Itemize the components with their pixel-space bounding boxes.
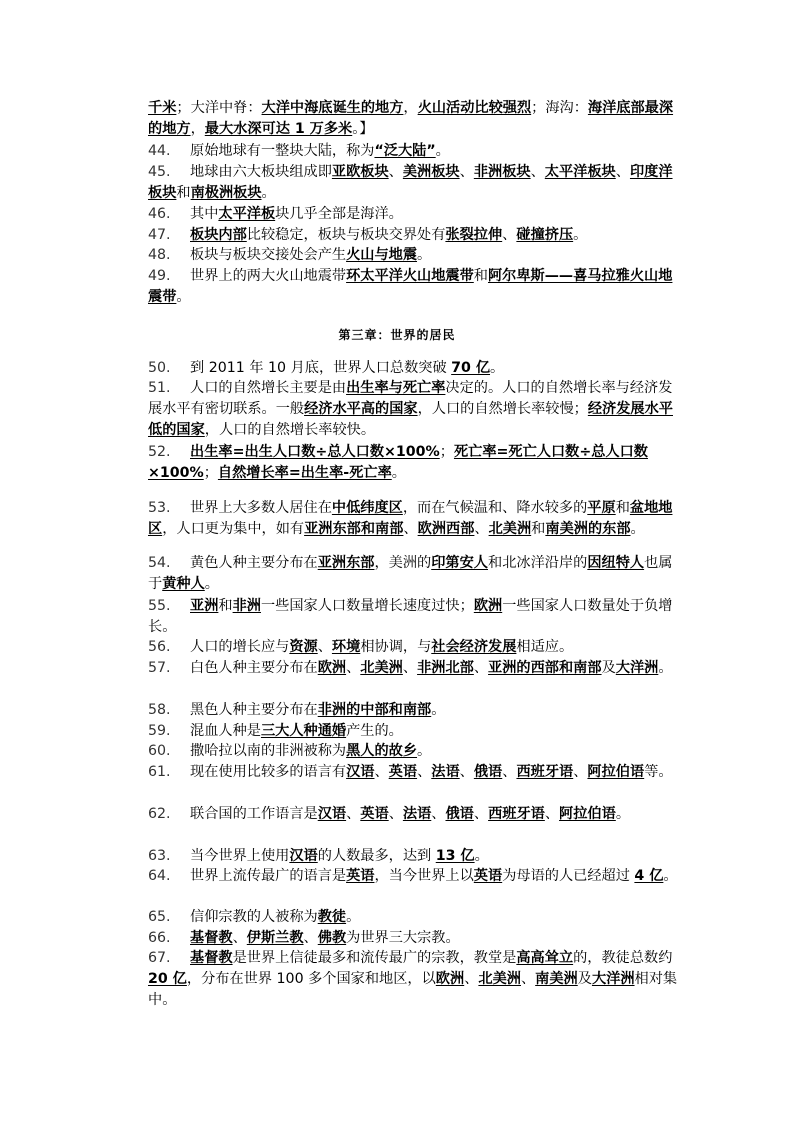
item-number: 59.	[148, 723, 171, 739]
text-run: 和	[218, 598, 233, 614]
key-term: 亚洲东部	[317, 555, 375, 571]
key-term: 大洋洲	[591, 970, 635, 987]
text-run: 、	[573, 764, 588, 780]
key-term: 印第安人	[431, 555, 488, 571]
text-run: 。	[346, 909, 361, 925]
text-run: 。	[176, 288, 191, 305]
list-item	[148, 245, 678, 266]
list-item	[148, 442, 678, 484]
list-item	[148, 358, 678, 379]
text-run: 块几乎全部是海洋。	[275, 206, 403, 222]
text-run: 和	[176, 184, 191, 201]
key-term: 资源	[289, 639, 318, 655]
key-term: 阿拉伯语	[559, 806, 616, 822]
list-item	[148, 658, 678, 679]
text-run: 、	[502, 764, 517, 780]
text-run: 、	[317, 639, 332, 655]
text-run: ，人口的自然增长率较慢；	[417, 400, 588, 417]
text-run: ，人口更为集中，如有	[162, 520, 305, 537]
key-term: 70 亿	[451, 360, 491, 376]
text-run: 板块与板块交接处会产生	[190, 247, 347, 263]
text-run: 。	[615, 806, 631, 822]
text-run: 。	[417, 743, 432, 759]
list-item	[148, 204, 678, 225]
list-item	[148, 637, 678, 658]
key-term: 高高耸立	[516, 950, 574, 966]
key-term: 南美洲	[535, 970, 578, 987]
text-run: ，人口的自然增长率较快。	[204, 421, 376, 438]
text-run: ；大洋中脊：	[176, 100, 262, 116]
text-run: 及	[601, 660, 616, 676]
key-term: 亚洲东部和南部	[304, 520, 404, 537]
item-number: 57.	[148, 660, 171, 676]
text-run: ；海沟：	[531, 100, 588, 116]
item-number: 63.	[148, 848, 171, 864]
text-run: 一些国家人口数量处于负增长。	[148, 598, 673, 635]
list-item	[148, 498, 678, 540]
key-term: 欧洲	[317, 660, 347, 676]
text-run: 、	[303, 930, 318, 946]
text-run: 、	[464, 970, 479, 987]
key-term: 碰撞挤压	[516, 227, 574, 243]
text-run: 和	[473, 268, 488, 284]
item-number: 66.	[148, 930, 171, 946]
text-run: 。	[417, 247, 432, 263]
text-run: 和	[531, 520, 546, 537]
text-run: 、	[502, 227, 517, 243]
text-run: 、	[402, 660, 418, 676]
list-item	[148, 700, 678, 721]
text-run: 、	[459, 164, 474, 180]
item-number: 51.	[148, 380, 171, 396]
text-run: 。	[630, 520, 645, 537]
text-run: 相协调，与	[360, 639, 432, 655]
text-run: 混血人种是	[190, 723, 261, 739]
item-number: 49.	[148, 268, 171, 284]
chapter-heading: 第三章：世界的居民	[338, 328, 456, 342]
text-run: 和	[615, 500, 630, 516]
text-run: 。】	[352, 120, 374, 137]
text-run: 、	[417, 764, 432, 780]
list-item	[148, 553, 678, 595]
text-run: 相适应。	[516, 639, 574, 655]
key-term: 欧洲西部	[417, 520, 475, 537]
key-term: 南极洲板块	[190, 184, 262, 201]
text-run: 为母语的人已经超过	[502, 868, 635, 884]
list-item	[148, 141, 678, 162]
list-item	[148, 596, 678, 638]
text-run: 黑色人种主要分布在	[190, 702, 318, 718]
item-number: 61.	[148, 764, 171, 780]
key-term: 三大人种通婚	[260, 723, 347, 739]
key-term: 张裂拉伸	[445, 227, 503, 243]
key-term: 汉语	[289, 848, 318, 864]
key-term: 自然增长率=出生率-死亡率	[217, 464, 392, 481]
item-number: 46.	[148, 206, 171, 222]
key-term: 法语	[402, 806, 432, 822]
text-run: 世界上流传最广的语言是	[190, 868, 347, 884]
text-run: 及	[577, 970, 592, 987]
key-term: 大洋中海底诞生的地方	[261, 100, 404, 116]
text-run: 、	[388, 164, 403, 180]
text-run: 撒哈拉以南的非洲被称为	[190, 743, 347, 759]
text-run: ，当今世界上以	[374, 868, 474, 884]
text-run: 白色人种主要分布在	[190, 660, 318, 676]
text-run: 黄色人种主要分布在	[190, 555, 318, 571]
key-term: 13 亿	[435, 848, 475, 864]
key-term: 汉语	[317, 806, 347, 822]
text-run: 。	[658, 660, 673, 676]
key-term: 亚洲	[190, 598, 219, 614]
text-run: 世界上大多数人居住在	[190, 500, 332, 516]
text-run: ；	[439, 444, 454, 460]
text-run: 一些国家人口数量增长速度过快；	[260, 598, 474, 614]
key-term: 亚洲的西部和南部	[488, 660, 602, 676]
key-term: 亚欧板块	[331, 164, 389, 180]
text-run: 。	[391, 464, 406, 481]
text-run: 地球由六大板块组成即	[190, 164, 332, 180]
key-term: 阿尔卑斯——喜马拉雅火山地震带	[148, 268, 673, 305]
key-term: 汉语	[346, 764, 375, 780]
text-run: 。	[261, 184, 276, 201]
key-term: 盆地地区	[148, 500, 673, 537]
text-run: 。	[435, 143, 450, 159]
key-term: 印度洋板块	[148, 164, 673, 201]
text-run: 当今世界上使用	[190, 848, 290, 864]
key-term: 黄种人	[162, 575, 205, 592]
text-run: ；	[203, 464, 218, 481]
key-term: 北美洲	[488, 520, 532, 537]
key-term: “泛大陆”	[374, 143, 436, 159]
key-term: 环境	[331, 639, 361, 655]
text-run: 是世界上信徒最多和流传最广的宗教，教堂是	[232, 950, 517, 966]
key-term: 基督教	[190, 930, 233, 946]
key-term: 西班牙语	[516, 764, 574, 780]
text-run: 、	[459, 764, 474, 780]
text-run: ，	[403, 100, 418, 116]
text-run: 、	[474, 520, 489, 537]
text-run: ，而在气候温和、降水较多的	[402, 500, 588, 516]
text-run: 、	[232, 930, 247, 946]
text-run: 、	[473, 806, 489, 822]
text-run: 。	[573, 227, 588, 243]
text-run: 也属于	[148, 555, 673, 592]
item-number: 60.	[148, 743, 171, 759]
key-term: 出生率=出生人口数÷总人口数×100%	[190, 444, 440, 460]
key-term: 法语	[431, 764, 460, 780]
key-term: 太平洋板	[218, 206, 276, 222]
key-term: 非洲的中部和南部	[317, 702, 432, 718]
key-term: 出生率与死亡率	[346, 380, 446, 396]
item-number: 54.	[148, 555, 171, 571]
key-term: 海洋底部最深的地方	[148, 100, 674, 137]
intro-paragraph	[148, 98, 678, 140]
key-term: 黑人的故乡	[346, 743, 418, 759]
key-term: 俄语	[473, 764, 503, 780]
text-run: 的，教徒总数约	[573, 950, 673, 966]
list-item	[148, 907, 678, 928]
key-term: 南美洲的东部	[545, 520, 631, 537]
list-item	[148, 162, 678, 204]
text-run: 、	[473, 660, 489, 676]
text-run: 。	[431, 702, 446, 718]
text-run: 、	[615, 164, 630, 180]
item-number: 56.	[148, 639, 171, 655]
text-run: 其中	[190, 206, 219, 222]
item-number: 50.	[148, 360, 171, 376]
list-item	[148, 846, 678, 867]
key-term: 中低纬度区	[331, 500, 403, 516]
list-item	[148, 762, 678, 783]
item-number: 47.	[148, 227, 171, 243]
key-term: 佛教	[317, 930, 347, 946]
text-run: 、	[346, 660, 361, 676]
item-number: 62.	[148, 806, 171, 822]
key-term: 平原	[587, 500, 616, 516]
text-run: 、	[374, 764, 389, 780]
key-term: 非洲板块	[473, 164, 531, 180]
key-term: 火山与地震	[346, 247, 418, 263]
key-term: 非洲	[232, 598, 261, 614]
text-run: 到 2011 年 10 月底，世界人口总数突破	[190, 360, 452, 376]
key-term: 太平洋板块	[544, 164, 616, 180]
item-number: 65.	[148, 909, 171, 925]
key-term: 基督教	[190, 950, 233, 966]
key-term: 阿拉伯语	[587, 764, 645, 780]
key-term: 英语	[360, 806, 389, 822]
key-term: 北美洲	[478, 970, 521, 987]
text-run: 、	[431, 806, 446, 822]
key-term: 北美洲	[360, 660, 403, 676]
list-item	[148, 721, 678, 742]
key-term: 死亡率=死亡人口数÷总人口数×100%	[148, 444, 648, 481]
key-term: 火山活动比较强烈	[417, 100, 532, 116]
item-number: 64.	[148, 868, 171, 884]
list-item	[148, 266, 678, 308]
key-term: 教徒	[317, 909, 347, 925]
key-term: 英语	[473, 868, 503, 884]
text-run: 。	[490, 360, 505, 376]
key-term: 西班牙语	[488, 806, 545, 822]
text-run: 决定的。人口的自然增长率与经济发展水平有密切联系。一般	[148, 380, 673, 417]
item-number: 58.	[148, 702, 171, 718]
text-run: 现在使用比较多的语言有	[190, 764, 347, 780]
text-run: 为世界三大宗教。	[346, 930, 460, 946]
text-run: 。	[204, 575, 219, 592]
item-number: 45.	[148, 164, 171, 180]
text-run: 、	[530, 164, 545, 180]
key-term: 环太平洋火山地震带	[346, 268, 474, 284]
key-term: 大洋洲	[615, 660, 659, 676]
key-term: 俄语	[445, 806, 474, 822]
list-item	[148, 948, 678, 1010]
key-term: 因纽特人	[587, 555, 645, 571]
text-run: 。	[474, 848, 489, 864]
list-item	[148, 378, 678, 440]
key-term: 社会经济发展	[431, 639, 517, 655]
key-term: 欧洲	[473, 598, 503, 614]
key-term: 伊斯兰教	[246, 930, 304, 946]
key-term: 20 亿	[148, 970, 187, 987]
item-number: 44.	[148, 143, 171, 159]
key-term: 经济发展水平低的国家	[148, 400, 673, 438]
key-term: 英语	[388, 764, 418, 780]
text-run: 、	[520, 970, 536, 987]
item-number: 48.	[148, 247, 171, 263]
key-term: 最大水深可达 1 万多米	[204, 120, 353, 137]
text-run: 比较稳定，板块与板块交界处有	[246, 227, 446, 243]
list-item	[148, 225, 678, 246]
text-run: 、	[346, 806, 361, 822]
text-run: ，	[190, 120, 205, 137]
key-term: 欧洲	[435, 970, 465, 987]
text-run: 。	[663, 868, 678, 884]
text-run: 和北冰洋沿岸的	[488, 555, 588, 571]
text-run: 、	[388, 806, 403, 822]
text-run: 、	[544, 806, 560, 822]
list-item	[148, 866, 678, 887]
text-run: 的人数最多，达到	[317, 848, 436, 864]
text-run: 产生的。	[346, 723, 403, 739]
key-term: 英语	[346, 868, 375, 884]
text-run: 等。	[644, 764, 673, 780]
key-term: 千米	[148, 100, 177, 116]
text-run: 信仰宗教的人被称为	[190, 909, 318, 925]
text-run: ，美洲的	[374, 555, 432, 571]
key-term: 板块内部	[190, 227, 247, 243]
text-run: 人口的自然增长主要是由	[190, 380, 347, 396]
key-term: 经济水平高的国家	[304, 400, 418, 417]
text-run: 相对集中。	[148, 970, 678, 1008]
key-term: 非洲北部	[417, 660, 474, 676]
item-number: 52.	[148, 444, 171, 460]
text-run: 世界上的两大火山地震带	[190, 268, 347, 284]
list-item	[148, 928, 678, 949]
key-term: 4 亿	[634, 868, 664, 884]
text-run: ，分布在世界 100 多个国家和地区，以	[186, 970, 436, 987]
list-item	[148, 741, 678, 762]
text-run: 联合国的工作语言是	[190, 806, 318, 822]
key-term: 美洲板块	[402, 164, 460, 180]
item-number: 55.	[148, 598, 171, 614]
item-number: 67.	[148, 950, 171, 966]
item-number: 53.	[148, 500, 171, 516]
text-run: 原始地球有一整块大陆，称为	[190, 143, 375, 159]
text-run: 、	[403, 520, 418, 537]
list-item	[148, 804, 678, 825]
text-run: 人口的增长应与	[190, 639, 290, 655]
